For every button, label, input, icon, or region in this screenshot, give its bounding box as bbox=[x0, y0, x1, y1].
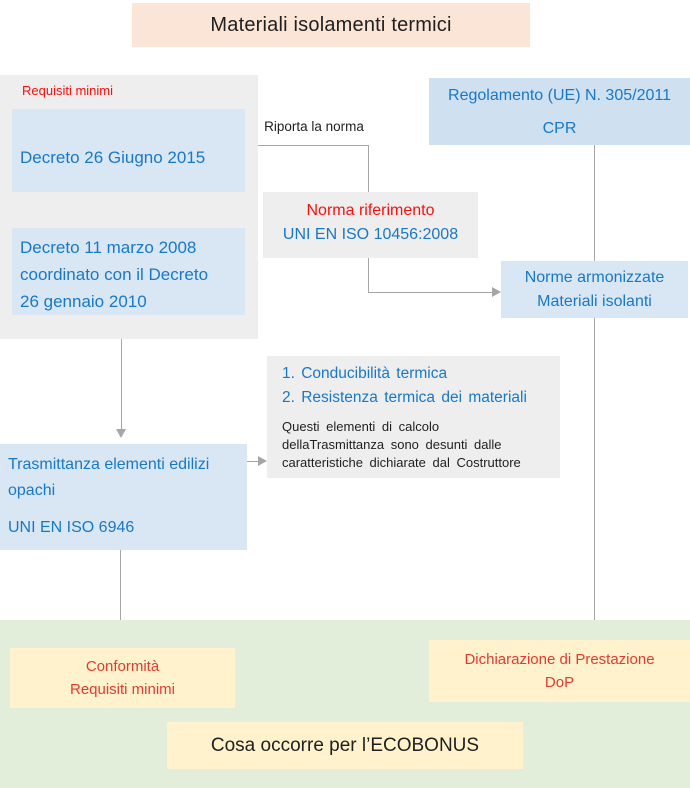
connector-panel-to-trasmittanza-vertical bbox=[121, 339, 122, 429]
trasmittanza-norm: UNI EN ISO 6946 bbox=[8, 519, 135, 536]
norme-armonizzate-line: Materiali isolanti bbox=[537, 292, 652, 310]
dop-line: DoP bbox=[544, 674, 575, 691]
calcolo-box bbox=[267, 356, 560, 478]
decreto-2015-text: Decreto 26 Giugno 2015 bbox=[20, 147, 206, 167]
norme-armonizzate-box bbox=[501, 261, 688, 318]
norma-riferimento-box bbox=[263, 192, 478, 258]
decreto-2008-line: coordinato con il Decreto bbox=[20, 265, 209, 284]
calcolo-item: 1. Conducibilità termica bbox=[282, 365, 448, 382]
conformita-line: Conformità bbox=[85, 658, 160, 675]
norma-riferimento-title: Norma riferimento bbox=[306, 202, 435, 219]
conformita-box bbox=[10, 648, 235, 708]
calcolo-item: 2. Resistenza termica dei materiali bbox=[282, 389, 527, 406]
regolamento-line: Regolamento (UE) N. 305/2011 bbox=[448, 86, 671, 104]
calcolo-note-line: dellaTrasmittanza sono desunti dalle bbox=[282, 437, 502, 452]
trasmittanza-line: Trasmittanza elementi edilizi bbox=[8, 456, 210, 473]
trasmittanza-line: opachi bbox=[8, 482, 56, 499]
riporta-la-norma-label: Riporta la norma bbox=[264, 119, 364, 134]
norme-armonizzate-line: Norme armonizzate bbox=[524, 268, 665, 286]
arrowhead-right-icon bbox=[258, 456, 267, 466]
decreto-2008-line: Decreto 11 marzo 2008 bbox=[20, 238, 197, 257]
arrowhead-down-icon bbox=[116, 429, 126, 438]
calcolo-note-line: caratteristiche dichiarate dal Costruttore bbox=[282, 455, 521, 470]
decreto-2008-line: 26 gennaio 2010 bbox=[20, 292, 147, 311]
regolamento-cpr-box bbox=[429, 78, 690, 145]
ecobonus-text: Cosa occorre per l’ECOBONUS bbox=[210, 734, 480, 756]
connector-norma-to-norme-vertical bbox=[368, 258, 369, 293]
calcolo-note bbox=[282, 418, 552, 472]
arrowhead-right-icon bbox=[492, 287, 501, 297]
conformita-line: Requisiti minimi bbox=[69, 681, 176, 698]
requisiti-minimi-label: Requisiti minimi bbox=[22, 83, 114, 98]
cpr-line: CPR bbox=[542, 119, 577, 137]
connector-cpr-to-dop-vertical bbox=[594, 145, 595, 631]
page-title: Materiali isolamenti termici bbox=[210, 13, 452, 36]
norma-riferimento-code: UNI EN ISO 10456:2008 bbox=[282, 226, 459, 243]
trasmittanza-box bbox=[0, 444, 247, 550]
page-title-box bbox=[132, 3, 530, 47]
calcolo-note-line: Questi elementi di calcolo bbox=[282, 419, 440, 434]
decreto-2015-box bbox=[12, 109, 245, 192]
connector-norma-to-norme-horizontal bbox=[368, 292, 492, 293]
connector-decreto-to-norma-vertical bbox=[368, 145, 369, 192]
connector-decreto-to-norma-horizontal bbox=[245, 145, 368, 146]
ecobonus-box bbox=[167, 722, 523, 769]
dop-box bbox=[429, 640, 690, 702]
decreto-2008-box bbox=[12, 228, 245, 315]
connector-trasmittanza-to-calcolo-horizontal bbox=[247, 461, 258, 462]
dop-line: Dichiarazione di Prestazione bbox=[464, 651, 655, 668]
